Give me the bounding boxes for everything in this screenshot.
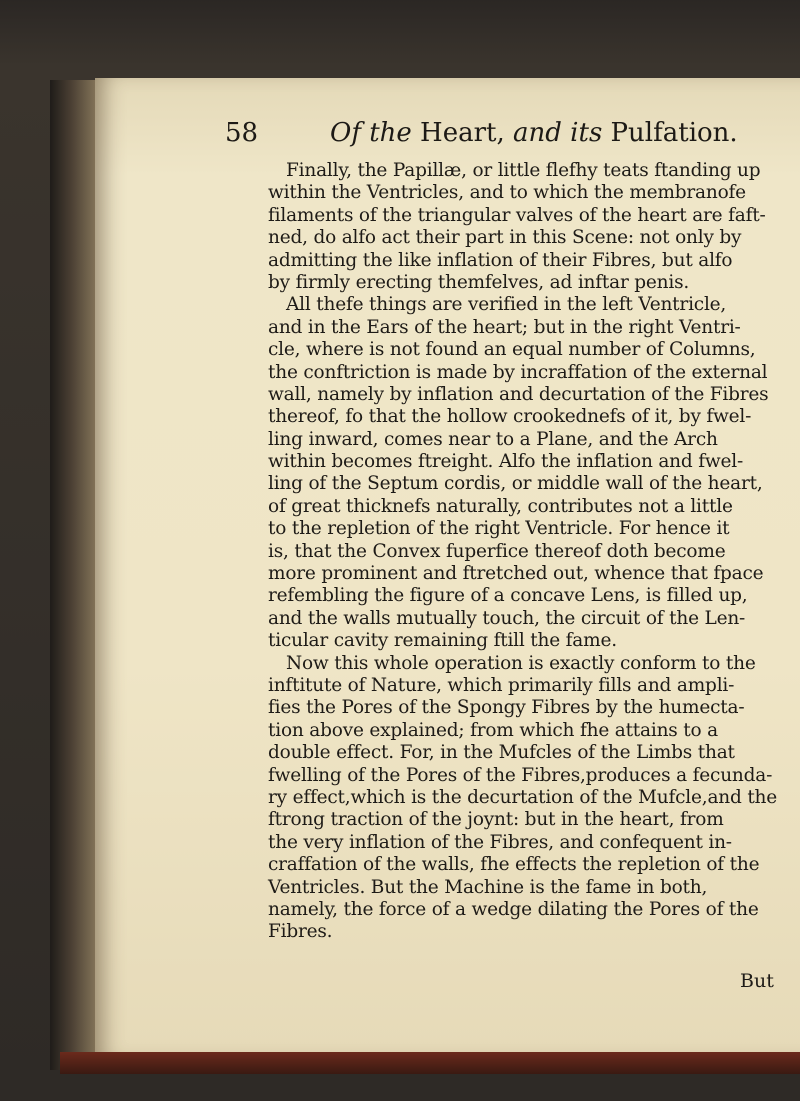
text-line: Ventricles. But the Machine is the fame in both, [268, 876, 708, 898]
page-header [225, 118, 800, 158]
text-line: tion above explained; from which fhe attains to a [268, 719, 718, 741]
text-line: Finally, the Papillæ, or little flefhy teats ftanding up [286, 160, 761, 181]
text-line: double effect. For, in the Mufcles of the Limbs that [268, 742, 735, 764]
text-line: wall, namely by inflation and decurtation of the Fibres [268, 383, 769, 405]
text-line: fies the Pores of the Spongy Fibres by the humecta- [268, 697, 745, 719]
text-line: refembling the figure of a concave Lens, is filled up, [268, 585, 748, 607]
text-line: Fibres. [268, 921, 333, 943]
catchword: But [740, 970, 774, 992]
text-line: within becomes ftreight. Alfo the inflation and fwel- [268, 451, 744, 473]
text-line: Now this whole operation is exactly conform to the [286, 652, 756, 674]
body-text [268, 160, 788, 944]
text-line: to the repletion of the right Ventricle. For hence it [268, 518, 730, 540]
title-part: Heart, [411, 118, 514, 148]
text-line: cle, where is not found an equal number of Columns, [268, 339, 756, 361]
text-line: ling of the Septum cordis, or middle wall of the heart, [268, 473, 763, 495]
page-number: 58 [225, 118, 259, 148]
text-line: within the Ventricles, and to which the membranofe [268, 182, 746, 204]
text-line: fwelling of the Pores of the Fibres,produces a fecunda- [268, 764, 773, 786]
title-part: Pulfation. [602, 118, 738, 148]
page-edge [60, 1052, 800, 1074]
text-line: the conftriction is made by incraffation of the external [268, 361, 768, 383]
text-line: craffation of the walls, fhe effects the repletion of the [268, 854, 760, 876]
text-line: ry effect,which is the decurtation of the Mufcle,and the [268, 786, 778, 808]
text-line: thereof, fo that the hollow crookednefs of it, by fwel- [268, 406, 752, 428]
text-line: filaments of the triangular valves of the heart are faft- [268, 204, 766, 226]
text-line: and the walls mutually touch, the circuit of the Len- [268, 607, 746, 629]
text-line: and in the Ears of the heart; but in the right Ventri- [268, 316, 741, 338]
text-line: ling inward, comes near to a Plane, and the Arch [268, 428, 718, 450]
text-line: namely, the force of a wedge dilating the Pores of the [268, 898, 759, 920]
text-line: is, that the Convex fuperfice thereof doth become [268, 540, 726, 562]
text-line: inftitute of Nature, which primarily fills and ampli- [268, 674, 735, 696]
text-line: All thefe things are verified in the left Ventricle, [286, 294, 727, 316]
text-line: the very inflation of the Fibres, and confequent in- [268, 831, 732, 853]
text-line: ned, do alfo act their part in this Scene: not only by [268, 227, 742, 249]
text-line: more prominent and ftretched out, whence that fpace [268, 563, 764, 585]
text-line: ftrong traction of the joynt: but in the heart, from [268, 809, 724, 831]
title-part: Of the [330, 118, 412, 148]
text-line: admitting the like inflation of their Fibres, but alfo [268, 249, 733, 271]
title-part: and its [513, 118, 603, 148]
text-line: by firmly erecting themfelves, ad inftar penis. [268, 271, 690, 293]
text-line: of great thicknefs naturally, contributes not a little [268, 495, 733, 517]
running-title [330, 118, 738, 148]
text-line: ticular cavity remaining ftill the fame. [268, 630, 617, 652]
